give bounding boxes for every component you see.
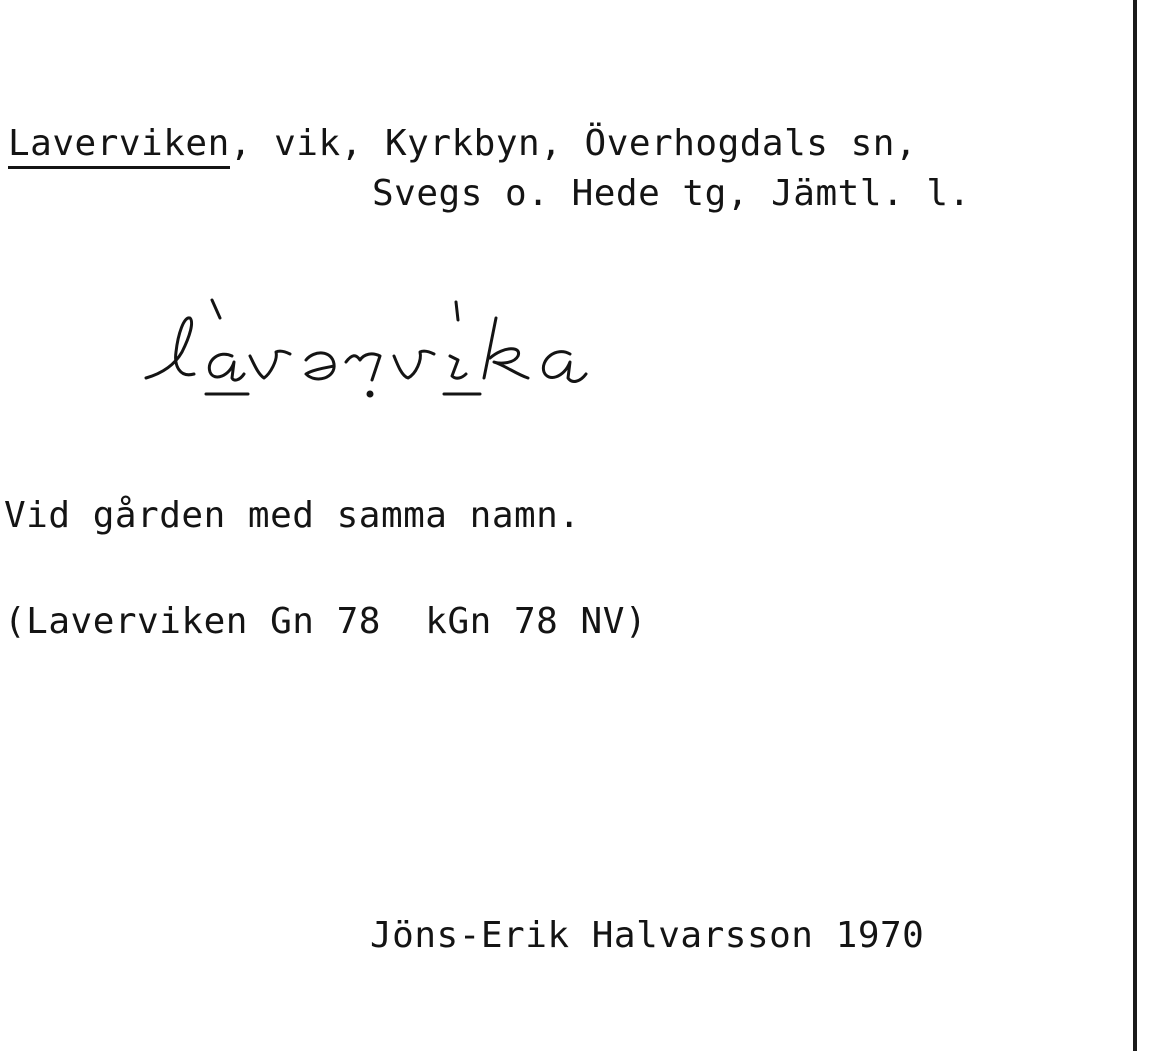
location-note: Vid gården med samma namn. <box>4 495 581 536</box>
card-edge-line <box>1133 0 1137 1051</box>
heading-location-continued: Svegs o. Hede tg, Jämtl. l. <box>372 173 971 214</box>
headword: Laverviken <box>8 123 230 169</box>
collector-signature: Jöns-Erik Halvarsson 1970 <box>370 915 925 956</box>
handwritten-pronunciation <box>140 290 620 420</box>
heading-location: , vik, Kyrkbyn, Överhogdals sn, <box>229 123 918 164</box>
source-reference: (Laverviken Gn 78 kGn 78 NV) <box>4 601 648 642</box>
heading-line <box>8 123 918 164</box>
